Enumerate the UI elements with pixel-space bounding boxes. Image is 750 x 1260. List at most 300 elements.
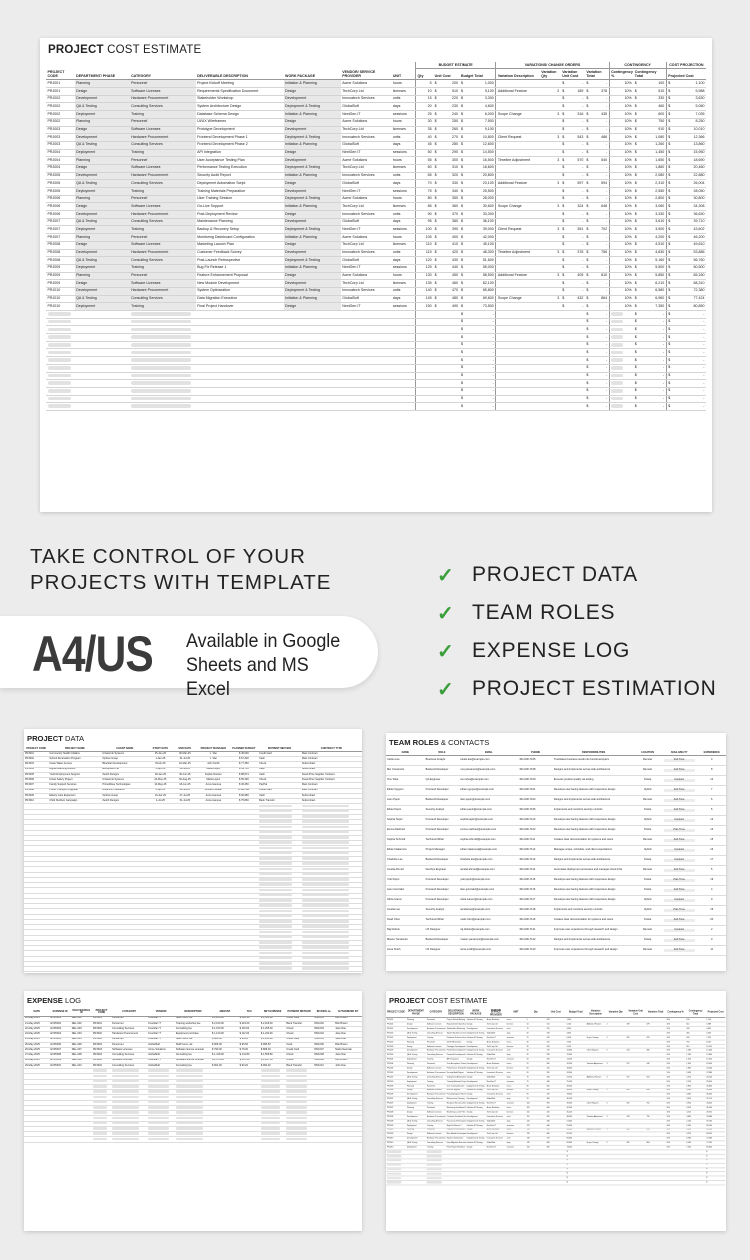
empty-cell <box>540 395 561 403</box>
empty-row <box>24 1137 362 1142</box>
table-cell <box>633 218 666 226</box>
table-cell: sophia.schmidt@example.com <box>459 835 518 845</box>
cell-value: 7,350 <box>655 303 665 308</box>
table-cell: QA & Testing <box>75 218 130 226</box>
table-cell: 648 <box>646 1088 666 1092</box>
empty-cell <box>75 318 130 326</box>
currency-symbol: $ <box>668 203 671 208</box>
table-cell <box>460 203 496 211</box>
currency-symbol: $ <box>706 1159 708 1162</box>
table-cell: Acme Solutions <box>486 1062 506 1066</box>
table-cell: $ 1,559.80 <box>260 1053 286 1058</box>
table-cell: PRJ001 <box>92 1016 111 1021</box>
table-cell: 250 <box>546 1040 566 1044</box>
cell-value: 3 <box>557 273 560 278</box>
table-cell: L. Wei <box>197 751 230 756</box>
cell-value: 5,160 <box>655 257 665 262</box>
currency-symbol: $ <box>634 111 637 116</box>
table-cell: GlobalSoft <box>147 1063 175 1068</box>
table-cell: 34,308 <box>706 1088 726 1092</box>
table-row <box>386 785 726 795</box>
cell-value: 39,710 <box>693 219 705 224</box>
placeholder-bar <box>427 1172 442 1174</box>
table-cell: Remote <box>634 795 660 805</box>
table-cell <box>661 775 698 785</box>
table-cell: $ 96.00 <box>239 1037 260 1042</box>
table-cell: NextGen IT <box>486 1057 506 1061</box>
placeholder-bar <box>259 936 292 939</box>
currency-symbol: $ <box>634 173 637 178</box>
empty-cell <box>633 364 666 372</box>
table-cell: TechCorp Ltd <box>341 126 392 134</box>
placeholder-bar <box>611 343 623 347</box>
table-cell: 543 <box>626 1049 646 1053</box>
table-row <box>46 211 706 219</box>
table-cell <box>585 126 609 134</box>
table-row <box>386 845 726 855</box>
cell-value: 570 <box>577 157 584 162</box>
table-cell: 22,880 <box>706 1071 726 1075</box>
currency-symbol: $ <box>668 365 671 370</box>
table-cell: 5,500 <box>686 1123 706 1127</box>
table-cell <box>460 280 496 288</box>
placeholder-bar <box>259 883 292 886</box>
table-cell: Initiation & Planning <box>466 1106 486 1110</box>
table-cell <box>609 295 633 303</box>
table-cell: 280 <box>546 1053 566 1057</box>
empty-cell <box>130 349 196 357</box>
empty-cell <box>585 380 609 388</box>
pill-value: Full-Time <box>664 919 695 922</box>
table-cell: Improves user experience through research and design <box>553 945 634 955</box>
table-cell <box>416 180 434 188</box>
empty-cell <box>341 334 392 342</box>
column-header: EXPENSE ID <box>50 1009 71 1016</box>
empty-cell <box>416 318 434 326</box>
table-cell: Development <box>406 1071 426 1075</box>
currency-symbol: $ <box>434 296 437 301</box>
table-cell: Hardware Procurement <box>426 1027 446 1030</box>
cell-value: 30,600 <box>482 203 494 208</box>
currency-symbol: $ <box>562 88 565 93</box>
empty-cell <box>561 326 585 334</box>
empty-row <box>24 967 362 972</box>
table-cell: Training <box>426 1101 446 1105</box>
table-cell: Maria Lopez <box>197 778 230 783</box>
cell-value: - <box>582 127 584 132</box>
table-cell: 68,310 <box>706 1132 726 1136</box>
table-cell: 10% <box>666 1106 686 1110</box>
table-cell <box>416 95 434 103</box>
cell-value: 2,550 <box>655 188 665 193</box>
table-cell: 31-Jul-25 <box>173 799 197 804</box>
table-cell: Deployment <box>75 226 130 234</box>
table-cell: Bug Fix Release 1 <box>196 264 284 272</box>
empty-cell <box>416 334 434 342</box>
table-cell: FreeStar IT <box>147 1021 175 1026</box>
table-cell: 10% <box>666 1022 686 1026</box>
cell-value: - <box>703 403 705 408</box>
empty-cell <box>540 387 561 395</box>
empty-cell <box>75 357 130 365</box>
placeholder-bar <box>176 1138 203 1141</box>
table-cell <box>561 195 585 203</box>
table-cell: Credit Card <box>258 751 301 756</box>
cell-value: 4,600 <box>484 103 494 108</box>
table-cell: 756 <box>646 1115 666 1119</box>
table-cell: 3 <box>606 1128 626 1132</box>
empty-row <box>386 1181 726 1185</box>
currency-symbol: $ <box>634 396 637 401</box>
table-cell: Timeline Adjustment <box>586 1062 606 1066</box>
cell-value: 543 <box>577 134 584 139</box>
table-cell: Development <box>406 1093 426 1097</box>
empty-cell <box>666 380 706 388</box>
table-cell <box>609 149 633 157</box>
table-cell <box>661 905 698 915</box>
currency-symbol: $ <box>634 380 637 385</box>
placeholder-bar <box>48 389 71 393</box>
empty-cell <box>496 380 540 388</box>
table-cell: sessions <box>506 1123 526 1127</box>
table-cell: Liam Pepin <box>386 795 425 805</box>
currency-symbol: $ <box>668 119 671 124</box>
table-cell <box>416 134 434 142</box>
table-cell: GlobalSoft <box>486 1075 506 1079</box>
placeholder-bar <box>259 815 292 818</box>
table-cell: sessions <box>506 1079 526 1083</box>
table-cell <box>561 118 585 126</box>
table-cell: NextGen IT <box>486 1079 506 1083</box>
table-cell: Design <box>284 303 341 311</box>
table-cell <box>585 287 609 295</box>
table-cell <box>540 188 561 196</box>
table-cell: 4,510 <box>686 1110 706 1114</box>
table-cell: Hardware Procurement <box>426 1071 446 1074</box>
table-cell: 27-May-2025 <box>24 1053 50 1058</box>
table-cell: $ 2,190.00 <box>211 1021 239 1026</box>
empty-cell <box>75 395 130 403</box>
table-cell <box>416 149 434 157</box>
table-cell: PRJ004 <box>46 149 75 157</box>
table-cell: 910 <box>686 1044 706 1048</box>
empty-cell <box>433 326 459 334</box>
cell-value: 68,310 <box>693 280 705 285</box>
currency-symbol: $ <box>634 296 637 301</box>
table-cell: $ 1,670.00 <box>211 1058 239 1063</box>
table-cell <box>416 303 434 311</box>
table-cell: 301-000-7113 <box>518 855 553 865</box>
empty-cell <box>561 334 585 342</box>
cell-value: 10% <box>624 280 632 285</box>
empty-cell <box>284 326 341 334</box>
table-cell: Onsite <box>634 875 660 885</box>
table-cell: Design <box>75 241 130 249</box>
empty-cell <box>75 341 130 349</box>
pill-value: Contract <box>664 779 695 782</box>
empty-row <box>46 334 706 342</box>
table-cell <box>561 272 585 280</box>
currency-symbol: $ <box>562 150 565 155</box>
currency-symbol: $ <box>634 180 637 185</box>
placeholder-bar <box>48 351 71 355</box>
empty-cell <box>175 1137 211 1142</box>
placeholder-bar <box>176 1111 203 1114</box>
cell-value: - <box>703 380 705 385</box>
table-row <box>46 172 706 180</box>
placeholder-bar <box>131 343 191 347</box>
table-cell <box>609 118 633 126</box>
cost-estimate-sheet <box>40 38 712 512</box>
table-cell: 69,600 <box>566 1141 586 1145</box>
table-cell <box>561 141 585 149</box>
cell-value: 5,100 <box>484 88 494 93</box>
table-cell: 90 <box>526 1093 546 1097</box>
cell-value: 18,600 <box>482 165 494 170</box>
pill-value: Full-Time <box>664 939 695 942</box>
table-cell: BlueStar Development <box>101 762 148 767</box>
placeholder-bar <box>93 1127 107 1130</box>
placeholder-bar <box>387 1181 402 1183</box>
table-row <box>46 264 706 272</box>
table-cell <box>661 795 698 805</box>
currency-symbol: $ <box>634 319 637 324</box>
cell-value: 3 <box>557 134 560 139</box>
currency-symbol: $ <box>706 1155 708 1158</box>
table-cell <box>609 88 633 96</box>
table-cell: Ethan Nguyen <box>386 785 425 795</box>
table-cell: PRJ002 <box>46 111 75 119</box>
table-cell: 260 <box>546 1044 566 1048</box>
table-cell <box>666 287 706 295</box>
table-row <box>46 203 706 211</box>
placeholder-bar <box>302 941 349 944</box>
table-cell <box>585 180 609 188</box>
table-cell: Hardware Procurement <box>130 249 196 257</box>
table-cell <box>585 188 609 196</box>
placeholder-bar <box>93 1085 107 1088</box>
empty-cell <box>75 364 130 372</box>
table-cell: 301-000-7101 <box>518 785 553 795</box>
table-cell: $ 82,980 <box>230 793 259 798</box>
table-cell: 290 <box>546 1057 566 1061</box>
table-row <box>386 805 726 815</box>
table-cell: 115 <box>526 1115 546 1119</box>
cell-value: 330 <box>452 180 458 185</box>
currency-symbol: $ <box>586 326 589 331</box>
table-cell: $ 1,232.00 <box>260 1032 286 1037</box>
table-cell: raj.dubois@example.com <box>459 925 518 935</box>
column-header: PAYMENT METHOD <box>285 1009 313 1016</box>
table-cell: Hybrid <box>634 895 660 905</box>
placeholder-bar <box>302 915 349 918</box>
currency-symbol: $ <box>566 1164 568 1166</box>
empty-cell <box>540 318 561 326</box>
table-cell: PRJ010 <box>24 799 48 804</box>
table-cell: 1,650 <box>686 1062 706 1066</box>
table-cell: 72,380 <box>706 1137 726 1141</box>
table-cell: Develops user-facing features with responsive design <box>553 895 634 905</box>
table-cell: 62,100 <box>566 1132 586 1136</box>
currency-symbol: $ <box>586 349 589 354</box>
cell-value: 10% <box>624 273 632 278</box>
table-cell: New Module Development <box>196 280 284 288</box>
table-cell: 23,100 <box>566 1075 586 1079</box>
table-cell: 10,800 <box>566 1049 586 1053</box>
table-cell: 2,310 <box>686 1075 706 1079</box>
table-cell: 10% <box>666 1084 686 1088</box>
table-cell: 301-000-7122 <box>518 935 553 945</box>
empty-cell <box>24 1137 50 1142</box>
currency-symbol: $ <box>461 326 463 331</box>
placeholder-bar <box>176 1085 203 1088</box>
pill-value: Full-Time <box>664 809 695 812</box>
table-cell: Initiation & Planning <box>466 1141 486 1145</box>
header-var-unit-cost: Variation Unit Cost <box>561 69 585 80</box>
table-cell: Hardware Procurement <box>130 95 196 103</box>
table-cell: Equipment purchase <box>175 1032 211 1037</box>
table-cell: System Optimization <box>196 287 284 295</box>
table-cell <box>433 303 459 311</box>
table-cell: sessions <box>506 1145 526 1149</box>
table-cell <box>540 134 561 142</box>
table-row <box>46 80 706 88</box>
table-cell: Maria Newman <box>334 1048 362 1053</box>
placeholder-bar <box>259 836 292 839</box>
table-cell: 100 <box>526 1101 546 1105</box>
table-cell: Frontend Developer <box>425 815 460 825</box>
placeholder-bar <box>259 946 292 949</box>
empty-cell <box>391 395 415 403</box>
table-cell: Consulting fee <box>175 1053 211 1058</box>
pill-value: Full-Time <box>664 799 695 802</box>
table-cell: 3,300 <box>566 1027 586 1031</box>
table-cell: Software Licenses <box>426 1132 446 1136</box>
table-cell: Personnel <box>111 1042 147 1047</box>
table-cell: DEL-010 <box>71 1063 92 1068</box>
table-cell: Sophia Schmidt <box>386 835 425 845</box>
table-cell: licenses <box>391 126 415 134</box>
table-cell: Final Project Handover <box>446 1146 466 1149</box>
placeholder-bar <box>286 1085 307 1088</box>
placeholder-bar <box>611 366 623 370</box>
table-cell: Designs and implements server-side architecture <box>553 795 634 805</box>
currency-symbol: $ <box>461 242 463 247</box>
table-cell: TechCorp Ltd <box>486 1110 506 1114</box>
table-cell <box>540 280 561 288</box>
table-cell: Remote <box>634 755 660 765</box>
table-cell: PRJ008 <box>24 788 48 793</box>
table-cell: units <box>506 1093 526 1097</box>
table-cell: Development <box>466 1132 486 1136</box>
table-cell: Innovatech Services <box>486 1137 506 1141</box>
table-cell: $ 2,409.00 <box>260 1021 286 1026</box>
table-cell <box>561 295 585 303</box>
cell-value: 310 <box>452 165 458 170</box>
table-cell: Acme Solutions <box>341 234 392 242</box>
table-cell <box>561 280 585 288</box>
table-cell: Training workshop fee <box>175 1021 211 1026</box>
table-cell <box>540 272 561 280</box>
table-row <box>46 141 706 149</box>
empty-cell <box>71 1137 92 1142</box>
table-cell: Training <box>130 264 196 272</box>
empty-cell <box>416 372 434 380</box>
currency-symbol: $ <box>586 311 589 316</box>
feature-item <box>437 556 737 594</box>
cell-value: 3 <box>557 180 560 185</box>
table-cell <box>540 95 561 103</box>
currency-symbol: $ <box>668 280 671 285</box>
table-cell: Software Licenses <box>426 1044 446 1048</box>
table-cell: Backend Developer <box>425 795 460 805</box>
table-cell <box>540 264 561 272</box>
column-header: PROJECT MANAGER <box>197 747 230 751</box>
cell-value: - <box>605 127 608 132</box>
empty-cell <box>46 403 75 411</box>
cell-value: 26,004 <box>693 180 705 185</box>
header-variations-group: VARIATIONS/ CHANGE ORDERS <box>496 62 609 69</box>
currency-symbol: $ <box>562 142 565 147</box>
table-cell: mason.yamamoto@example.com <box>459 935 518 945</box>
table-cell: PayPal <box>258 783 301 788</box>
empty-cell <box>666 326 706 334</box>
cell-value: - <box>582 257 584 262</box>
table-cell: Hardware Procurement <box>111 1032 147 1037</box>
empty-cell <box>50 1137 71 1142</box>
placeholder-bar <box>148 1138 169 1141</box>
table-cell: Design <box>466 1093 486 1097</box>
table-cell: 4 <box>697 885 726 895</box>
empty-cell <box>284 395 341 403</box>
placeholder-bar <box>48 358 71 362</box>
placeholder-bar <box>427 1159 442 1161</box>
currency-symbol: $ <box>586 303 589 308</box>
table-cell <box>661 835 698 845</box>
cell-value: - <box>582 96 584 101</box>
table-cell: licenses <box>506 1132 526 1136</box>
table-row <box>46 272 706 280</box>
placeholder-bar <box>261 1075 280 1078</box>
cell-value: - <box>582 265 584 270</box>
table-cell <box>561 264 585 272</box>
cell-value: 53,886 <box>693 250 705 255</box>
cell-value: 65,800 <box>482 288 494 293</box>
table-cell <box>666 141 706 149</box>
table-cell: PRJ008 <box>386 1119 406 1123</box>
table-cell: EXP0010 <box>50 1063 71 1068</box>
placeholder-bar <box>176 1117 203 1120</box>
table-cell: 19 <box>697 905 726 915</box>
table-cell: GlobalSoft <box>341 141 392 149</box>
table-cell: Fixed-Price Supplier Contract <box>301 772 362 777</box>
table-cell: 378 <box>646 1022 666 1026</box>
currency-symbol: $ <box>634 127 637 132</box>
table-cell: 28-May-2025 <box>24 1058 50 1063</box>
cell-value: - <box>605 380 608 385</box>
table-cell: Development <box>284 249 341 257</box>
currency-symbol: $ <box>706 1181 708 1184</box>
table-cell: 40 <box>526 1049 546 1053</box>
empty-cell <box>433 372 459 380</box>
empty-cell <box>561 318 585 326</box>
empty-cell <box>313 1137 334 1142</box>
table-cell: 1,260 <box>686 1053 706 1057</box>
table-cell <box>661 925 698 935</box>
table-cell: sessions <box>506 1101 526 1105</box>
currency-symbol: $ <box>566 1168 568 1171</box>
empty-cell <box>506 1181 526 1185</box>
